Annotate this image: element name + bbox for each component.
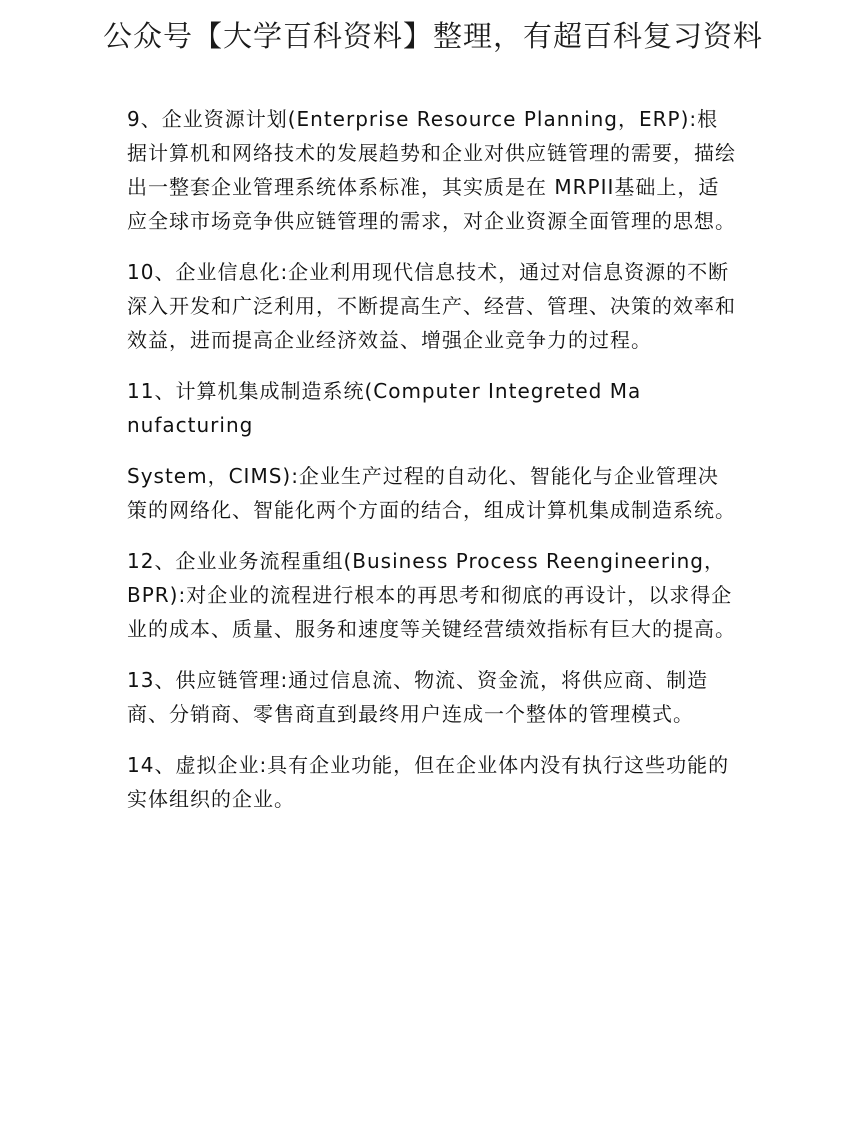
definition-enterprise-informatization: 10、企业信息化:企业利用现代信息技术，通过对信息资源的不断深入开发和广泛利用，不断提高生产、经营、管理、决策的效率和效益，进而提高企业经济效益、增强企业竞争力的过程。 [127, 260, 736, 352]
definition-cims-body: System，CIMS):企业生产过程的自动化、智能化与企业管理决策的网络化、智能化两个方面的结合，组成计算机集成制造系统。 [127, 464, 736, 522]
page-header: 公众号【大学百科资料】整理，有超百科复习资料 [102, 19, 763, 53]
definition-erp: 9、企业资源计划(Enterprise Resource Planning，ERP):根据计算机和网络技术的发展趋势和企业对供应链管理的需要，描绘出一整套企业管理系统体系标准，其实质是在 MRPII基础上，适应全球市场竞争供应链管理的需求，对企业资源全面管理的思想。 [127, 107, 736, 233]
definition-supply-chain-management: 13、供应链管理:通过信息流、物流、资金流，将供应商、制造商、分销商、零售商直到最终用户连成一个整体的管理模式。 [127, 668, 709, 726]
definition-virtual-enterprise: 14、虚拟企业:具有企业功能，但在企业体内没有执行这些功能的实体组织的企业。 [127, 753, 730, 811]
definition-cims-heading: 11、计算机集成制造系统(Computer Integreted Manufacturing [127, 379, 642, 437]
definition-bpr: 12、企业业务流程重组(Business Process Reengineering，BPR):对企业的流程进行根本的再思考和彻底的再设计，以求得企业的成本、质量、服务和速度等关键经营绩效指标有巨大的提高。 [127, 549, 736, 641]
document-body [127, 102, 739, 833]
